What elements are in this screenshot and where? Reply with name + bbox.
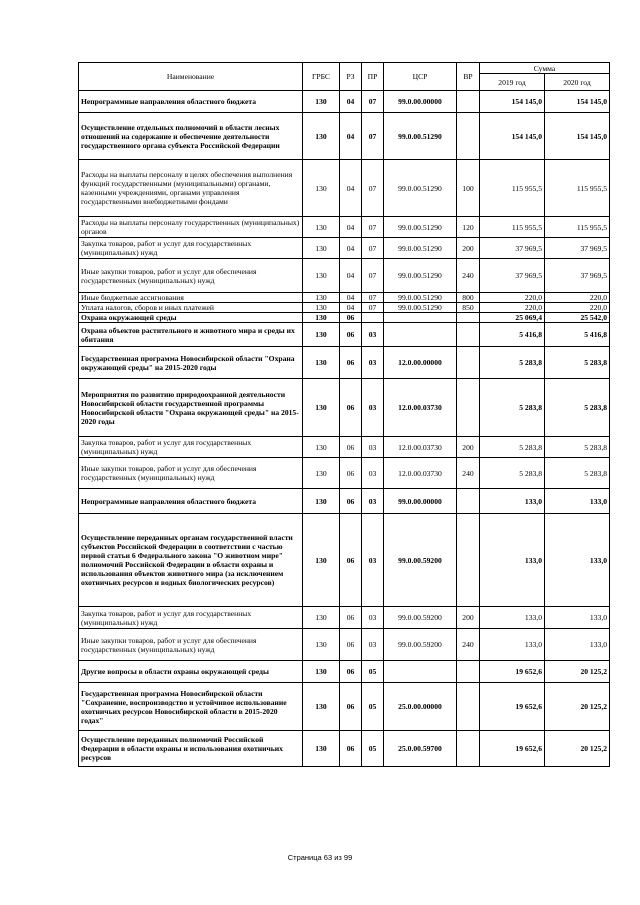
cell-csr: 25.0.00.59700 (384, 731, 457, 767)
cell-name: Охрана окружающей среды (79, 313, 303, 323)
cell-csr: 25.0.00.00000 (384, 683, 457, 731)
table-row (79, 514, 610, 607)
cell-name: Закупка товаров, работ и услуг для государственных (муниципальных) нужд (79, 238, 303, 259)
cell-vr: 200 (457, 607, 480, 629)
cell-sum-2019: 37 969,5 (480, 238, 545, 259)
cell-sum-2020: 220,0 (545, 293, 610, 303)
table-row (79, 629, 610, 661)
table-row (79, 259, 610, 293)
cell-pr: 03 (362, 379, 384, 437)
cell-grbs: 130 (303, 629, 340, 661)
table-row (79, 683, 610, 731)
cell-name: Расходы на выплаты персоналу в целях обеспечения выполнения функций государственными (муниципальными) органами, казенными учреждениями, органами управления государственными внебюджетными фондами (79, 160, 303, 217)
cell-grbs: 130 (303, 347, 340, 379)
cell-sum-2019: 220,0 (480, 303, 545, 313)
cell-pr: 05 (362, 731, 384, 767)
cell-sum-2019: 133,0 (480, 629, 545, 661)
cell-sum-2019: 5 283,8 (480, 458, 545, 489)
cell-name: Осуществление отдельных полномочий в области лесных отношений на содержание и обеспечение деятельности государственного органа субъекта Российской Федерации (79, 113, 303, 160)
cell-grbs: 130 (303, 514, 340, 607)
cell-sum-2020: 115 955,5 (545, 217, 610, 238)
cell-sum-2019: 115 955,5 (480, 160, 545, 217)
cell-vr (457, 731, 480, 767)
cell-vr: 240 (457, 458, 480, 489)
cell-rz: 06 (340, 661, 362, 683)
cell-grbs: 130 (303, 113, 340, 160)
table-row (79, 661, 610, 683)
cell-vr (457, 323, 480, 347)
cell-name: Уплата налогов, сборов и иных платежей (79, 303, 303, 313)
cell-csr: 12.0.00.03730 (384, 437, 457, 458)
cell-rz: 06 (340, 514, 362, 607)
cell-name: Государственная программа Новосибирской области "Сохранение, воспроизводство и устойчивое использование охотничьих ресурсов Новосибирской области в 2015-2020 годах" (79, 683, 303, 731)
header-csr: ЦСР (384, 63, 457, 91)
cell-name: Мероприятия по развитию природоохранной деятельности Новосибирской области государственной программы Новосибирской области "Охрана окружающей среды" на 2015-2020 годы (79, 379, 303, 437)
cell-vr: 850 (457, 303, 480, 313)
cell-vr (457, 313, 480, 323)
cell-sum-2019: 154 145,0 (480, 113, 545, 160)
cell-csr (384, 313, 457, 323)
table-row (79, 323, 610, 347)
cell-sum-2019: 5 283,8 (480, 379, 545, 437)
cell-csr: 12.0.00.03730 (384, 379, 457, 437)
cell-rz: 06 (340, 323, 362, 347)
cell-rz: 04 (340, 91, 362, 113)
cell-sum-2020: 133,0 (545, 514, 610, 607)
cell-pr: 05 (362, 683, 384, 731)
cell-csr: 99.0.00.59200 (384, 629, 457, 661)
cell-vr (457, 489, 480, 514)
cell-sum-2020: 115 955,5 (545, 160, 610, 217)
table-row (79, 238, 610, 259)
cell-name: Осуществление переданных полномочий Российской Федерации в области охраны и использования охотничьих ресурсов (79, 731, 303, 767)
table-row (79, 313, 610, 323)
cell-sum-2019: 5 283,8 (480, 347, 545, 379)
cell-pr: 03 (362, 629, 384, 661)
cell-rz: 06 (340, 437, 362, 458)
cell-sum-2020: 154 145,0 (545, 113, 610, 160)
cell-name: Закупка товаров, работ и услуг для государственных (муниципальных) нужд (79, 437, 303, 458)
cell-grbs: 130 (303, 437, 340, 458)
cell-vr: 240 (457, 629, 480, 661)
header-pr: ПР (362, 63, 384, 91)
cell-sum-2020: 133,0 (545, 629, 610, 661)
cell-rz: 04 (340, 160, 362, 217)
cell-grbs: 130 (303, 91, 340, 113)
cell-sum-2020: 20 125,2 (545, 731, 610, 767)
cell-pr: 07 (362, 293, 384, 303)
cell-vr (457, 347, 480, 379)
cell-name: Непрограммные направления областного бюджета (79, 489, 303, 514)
cell-rz: 04 (340, 217, 362, 238)
table-row (79, 458, 610, 489)
cell-csr: 99.0.00.51290 (384, 259, 457, 293)
cell-vr (457, 514, 480, 607)
cell-name: Расходы на выплаты персоналу государственных (муниципальных) органов (79, 217, 303, 238)
cell-sum-2020: 5 283,8 (545, 347, 610, 379)
cell-rz: 06 (340, 629, 362, 661)
page-footer: Страница 63 из 99 (287, 853, 353, 862)
cell-rz: 04 (340, 113, 362, 160)
cell-sum-2020: 133,0 (545, 489, 610, 514)
table-row (79, 347, 610, 379)
cell-pr: 03 (362, 607, 384, 629)
cell-csr: 99.0.00.51290 (384, 238, 457, 259)
cell-pr: 07 (362, 259, 384, 293)
cell-sum-2020: 154 145,0 (545, 91, 610, 113)
cell-grbs: 130 (303, 489, 340, 514)
cell-sum-2019: 19 652,6 (480, 731, 545, 767)
cell-pr: 07 (362, 91, 384, 113)
cell-sum-2019: 19 652,6 (480, 683, 545, 731)
table-row (79, 379, 610, 437)
cell-vr (457, 91, 480, 113)
cell-rz: 06 (340, 458, 362, 489)
header-name: Наименование (79, 63, 303, 91)
cell-rz: 04 (340, 238, 362, 259)
cell-sum-2020: 5 283,8 (545, 437, 610, 458)
cell-csr: 99.0.00.51290 (384, 113, 457, 160)
header-vr: ВР (457, 63, 480, 91)
cell-pr (362, 313, 384, 323)
cell-name: Иные закупки товаров, работ и услуг для обеспечения государственных (муниципальных) нужд (79, 629, 303, 661)
table-row (79, 303, 610, 313)
cell-grbs: 130 (303, 217, 340, 238)
cell-name: Иные закупки товаров, работ и услуг для обеспечения государственных (муниципальных) нужд (79, 259, 303, 293)
cell-csr: 99.0.00.00000 (384, 489, 457, 514)
cell-pr: 05 (362, 661, 384, 683)
table-row (79, 113, 610, 160)
table-row (79, 91, 610, 113)
cell-vr: 120 (457, 217, 480, 238)
cell-name: Государственная программа Новосибирской области "Охрана окружающей среды" на 2015-2020 годы (79, 347, 303, 379)
table-row (79, 160, 610, 217)
cell-sum-2019: 5 283,8 (480, 437, 545, 458)
cell-grbs: 130 (303, 379, 340, 437)
table-row (79, 731, 610, 767)
cell-sum-2020: 5 283,8 (545, 458, 610, 489)
cell-pr: 07 (362, 113, 384, 160)
cell-sum-2020: 5 283,8 (545, 379, 610, 437)
cell-vr: 200 (457, 238, 480, 259)
cell-rz: 04 (340, 259, 362, 293)
cell-grbs: 130 (303, 661, 340, 683)
cell-sum-2020: 133,0 (545, 607, 610, 629)
table-row (79, 293, 610, 303)
cell-rz: 06 (340, 347, 362, 379)
budget-table (78, 62, 610, 767)
cell-sum-2020: 37 969,5 (545, 238, 610, 259)
cell-sum-2019: 19 652,6 (480, 661, 545, 683)
cell-rz: 06 (340, 683, 362, 731)
cell-name: Другие вопросы в области охраны окружающей среды (79, 661, 303, 683)
cell-vr: 800 (457, 293, 480, 303)
cell-rz: 04 (340, 293, 362, 303)
cell-sum-2019: 37 969,5 (480, 259, 545, 293)
cell-vr: 200 (457, 437, 480, 458)
cell-csr (384, 661, 457, 683)
cell-sum-2020: 25 542,0 (545, 313, 610, 323)
cell-grbs: 130 (303, 259, 340, 293)
cell-grbs: 130 (303, 458, 340, 489)
cell-grbs: 130 (303, 731, 340, 767)
cell-sum-2019: 25 069,4 (480, 313, 545, 323)
cell-grbs: 130 (303, 160, 340, 217)
header-2020: 2020 год (545, 74, 610, 91)
cell-vr (457, 113, 480, 160)
cell-csr: 99.0.00.51290 (384, 293, 457, 303)
table-row (79, 607, 610, 629)
cell-name: Охрана объектов растительного и животного мира и среды их обитания (79, 323, 303, 347)
header-sum: Сумма (480, 63, 610, 74)
cell-name: Иные закупки товаров, работ и услуг для обеспечения государственных (муниципальных) нужд (79, 458, 303, 489)
cell-name: Осуществление переданных органам государственной власти субъектов Российской Федерации в соответствии с частью первой статьи 6 Федерального закона "О животном мире" полномочий Российской Федерации в области охраны и использования объектов животного мира (за исключением охотничьих ресурсов и водных биологических ресурсов) (79, 514, 303, 607)
cell-csr: 12.0.00.03730 (384, 458, 457, 489)
cell-grbs: 130 (303, 293, 340, 303)
cell-grbs: 130 (303, 607, 340, 629)
cell-vr: 100 (457, 160, 480, 217)
cell-rz: 06 (340, 607, 362, 629)
table-row (79, 437, 610, 458)
cell-sum-2020: 37 969,5 (545, 259, 610, 293)
cell-vr (457, 661, 480, 683)
cell-sum-2019: 133,0 (480, 514, 545, 607)
cell-pr: 03 (362, 458, 384, 489)
cell-sum-2019: 154 145,0 (480, 91, 545, 113)
cell-sum-2019: 133,0 (480, 607, 545, 629)
cell-csr: 99.0.00.59200 (384, 607, 457, 629)
cell-rz: 06 (340, 379, 362, 437)
cell-name: Закупка товаров, работ и услуг для государственных (муниципальных) нужд (79, 607, 303, 629)
cell-csr: 99.0.00.51290 (384, 217, 457, 238)
cell-sum-2020: 220,0 (545, 303, 610, 313)
cell-sum-2019: 133,0 (480, 489, 545, 514)
cell-pr: 07 (362, 238, 384, 259)
cell-vr (457, 683, 480, 731)
header-grbs: ГРБС (303, 63, 340, 91)
cell-pr: 07 (362, 303, 384, 313)
cell-vr: 240 (457, 259, 480, 293)
cell-rz: 06 (340, 313, 362, 323)
cell-pr: 07 (362, 217, 384, 238)
cell-sum-2020: 5 416,8 (545, 323, 610, 347)
header-2019: 2019 год (480, 74, 545, 91)
cell-name: Непрограммные направления областного бюджета (79, 91, 303, 113)
budget-table-container (78, 62, 610, 767)
cell-pr: 03 (362, 437, 384, 458)
table-row (79, 217, 610, 238)
cell-csr: 99.0.00.00000 (384, 91, 457, 113)
cell-rz: 06 (340, 489, 362, 514)
table-row (79, 489, 610, 514)
cell-csr: 99.0.00.51290 (384, 303, 457, 313)
cell-name: Иные бюджетные ассигнования (79, 293, 303, 303)
cell-pr: 03 (362, 514, 384, 607)
header-rz: РЗ (340, 63, 362, 91)
cell-sum-2020: 20 125,2 (545, 661, 610, 683)
cell-rz: 04 (340, 303, 362, 313)
cell-grbs: 130 (303, 683, 340, 731)
cell-vr (457, 379, 480, 437)
cell-grbs: 130 (303, 313, 340, 323)
cell-csr: 99.0.00.59200 (384, 514, 457, 607)
cell-sum-2019: 5 416,8 (480, 323, 545, 347)
table-header (79, 63, 610, 91)
cell-pr: 03 (362, 323, 384, 347)
cell-sum-2019: 220,0 (480, 293, 545, 303)
cell-csr: 99.0.00.51290 (384, 160, 457, 217)
cell-pr: 03 (362, 347, 384, 379)
cell-sum-2019: 115 955,5 (480, 217, 545, 238)
cell-grbs: 130 (303, 303, 340, 313)
cell-csr: 12.0.00.00000 (384, 347, 457, 379)
cell-grbs: 130 (303, 323, 340, 347)
cell-sum-2020: 20 125,2 (545, 683, 610, 731)
cell-csr (384, 323, 457, 347)
cell-pr: 07 (362, 160, 384, 217)
table-body (79, 91, 610, 767)
cell-pr: 03 (362, 489, 384, 514)
cell-rz: 06 (340, 731, 362, 767)
cell-grbs: 130 (303, 238, 340, 259)
